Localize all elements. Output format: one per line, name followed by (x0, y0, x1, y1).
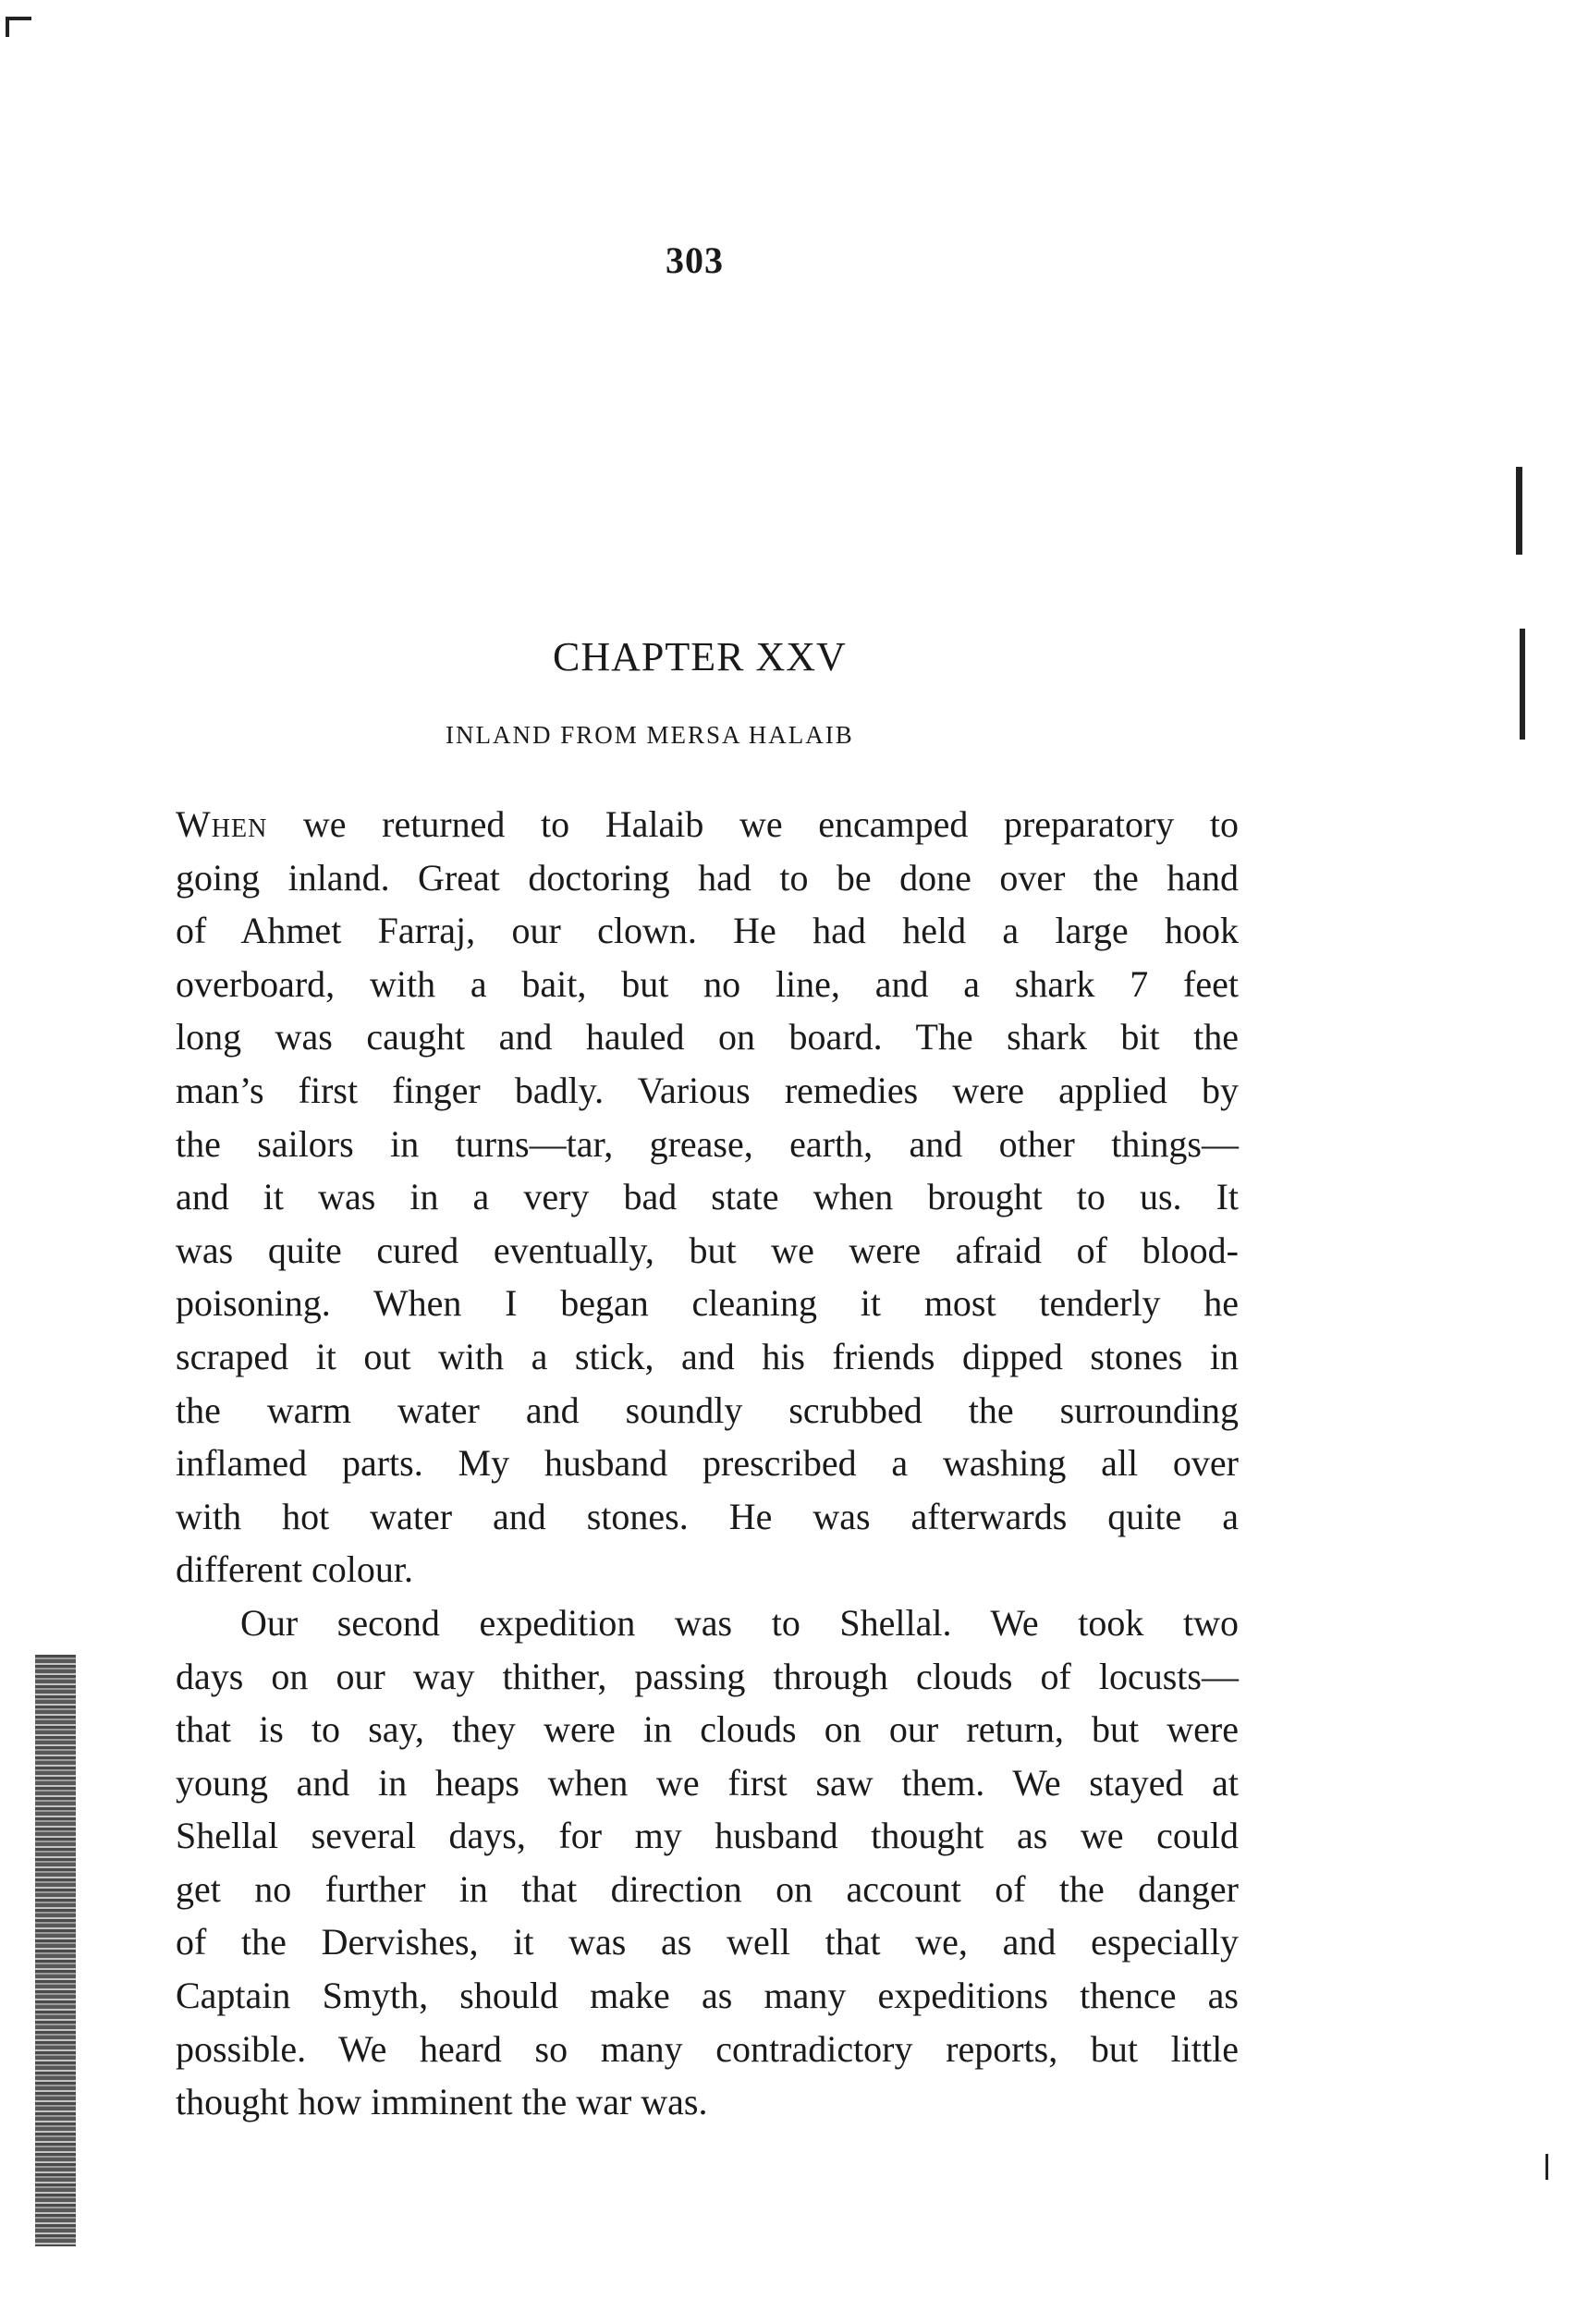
scan-edge-strip (35, 1655, 76, 2246)
paragraph-2-line-1: Our second expedition was to Shellal. We took two (240, 1601, 1239, 1644)
paragraph-2-line-10: thought how imminent the war was. (176, 2081, 708, 2123)
scan-mark-right-3 (1545, 2154, 1548, 2180)
paragraph-lead-word: When (176, 803, 268, 845)
paragraph-1-line-7: the sailors in turns—tar, grease, earth, and other things— (176, 1122, 1239, 1165)
paragraph-2-line-9: possible. We heard so many contradictory reports, but little (176, 2027, 1239, 2070)
paragraph-1-line-13: inflamed parts. My husband prescribed a washing all over (176, 1442, 1239, 1485)
page-number: 303 (666, 239, 724, 281)
scan-mark-right-1 (1516, 467, 1522, 555)
paragraph-2-line-2: days on our way thither, passing through clouds of locusts— (176, 1655, 1239, 1697)
paragraph-1-line-15: different colour. (176, 1548, 413, 1591)
paragraph-1-line-12: the warm water and soundly scrubbed the surrounding (176, 1388, 1239, 1431)
paragraph-1-line-11: scraped it out with a stick, and his friends dipped stones in (176, 1335, 1239, 1377)
paragraph-1-line-3: of Ahmet Farraj, our clown. He had held a large hook (176, 910, 1239, 952)
chapter-title: CHAPTER XXV (553, 634, 847, 679)
paragraph-2-line-6: get no further in that direction on account of the danger (176, 1867, 1239, 1910)
scan-mark-top-left (6, 17, 31, 20)
chapter-subtitle: INLAND FROM MERSA HALAIB (446, 721, 854, 749)
paragraph-1-line-1: When we returned to Halaib we encamped preparatory to (176, 803, 1239, 845)
paragraph-1-line-6: man’s first finger badly. Various remedies were applied by (176, 1069, 1239, 1111)
paragraph-1-line-2: going inland. Great doctoring had to be done over the hand (176, 856, 1239, 899)
paragraph-1-line-8: and it was in a very bad state when brought to us. It (176, 1176, 1239, 1218)
scan-mark-top-left-tick (6, 17, 9, 37)
paragraph-2-line-4: young and in heaps when we first saw them. We stayed at (176, 1761, 1239, 1804)
paragraph-1-line-5: long was caught and hauled on board. The shark bit the (176, 1016, 1239, 1058)
paragraph-1-line-14: with hot water and stones. He was afterwards quite a (176, 1495, 1239, 1537)
paragraph-1-line-9: was quite cured eventually, but we were afraid of blood- (176, 1229, 1239, 1271)
paragraph-2-line-5: Shellal several days, for my husband thought as we could (176, 1815, 1239, 1857)
paragraph-1-line-10: poisoning. When I began cleaning it most tenderly he (176, 1282, 1239, 1325)
paragraph-2-line-8: Captain Smyth, should make as many expeditions thence as (176, 1975, 1239, 2017)
scan-mark-right-2 (1520, 629, 1525, 740)
paragraph-2-line-3: that is to say, they were in clouds on our return, but were (176, 1708, 1239, 1751)
paragraph-1-line-4: overboard, with a bait, but no line, and a shark 7 feet (176, 962, 1239, 1005)
paragraph-2-line-7: of the Dervishes, it was as well that we, and especially (176, 1921, 1239, 1963)
body-text (176, 798, 1239, 2129)
